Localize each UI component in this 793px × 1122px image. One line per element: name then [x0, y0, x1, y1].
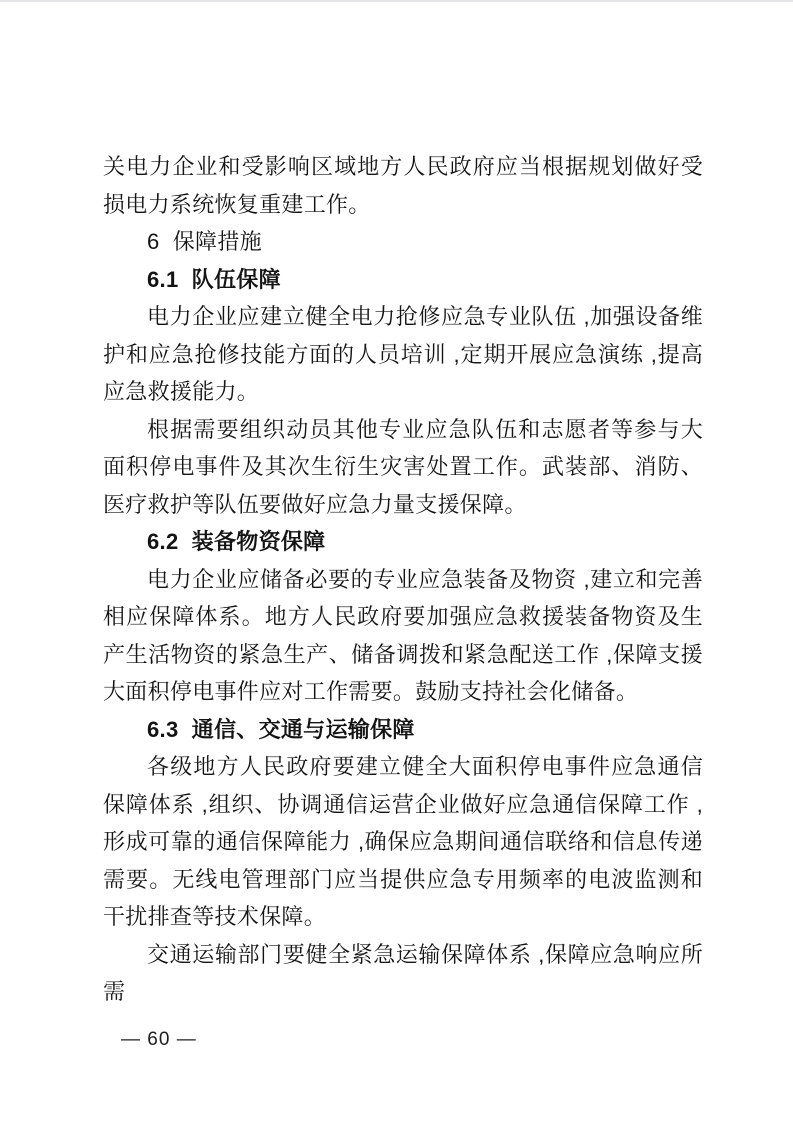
section-heading-6 [103, 223, 703, 261]
section-title: 队伍保障 [191, 266, 281, 292]
section-heading-6-3 [103, 711, 703, 749]
section-number: 6.1 [147, 266, 179, 292]
paragraph-equipment-supplies: 电力企业应储备必要的专业应急装备及物资 ,建立和完善相应保障体系。地方人民政府要加强应急救援装备物资及生产生活物资的紧急生产、储备调拨和紧急配送工作 ,保障支援大面积停电事件应对工作需要。鼓励支持社会化储备。 [103, 566, 703, 704]
paragraph-recovery-rebuild: 关电力企业和受影响区域地方人民政府应当根据规划做好受损电力系统恢复重建工作。 [103, 154, 703, 217]
paragraph-transport-guarantee: 交通运输部门要健全紧急运输保障体系 ,保障应急响应所需 [103, 941, 703, 1004]
section-heading-6-2 [103, 523, 703, 561]
section-title: 保障措施 [172, 229, 262, 254]
section-number: 6.2 [147, 529, 179, 554]
paragraph-volunteer-mobilization: 根据需要组织动员其他专业应急队伍和志愿者等参与大面积停电事件及其次生衍生灾害处置工作。武装部、消防、医疗救护等队伍要做好应急力量支援保障。 [103, 416, 703, 517]
section-number: 6.3 [147, 716, 179, 742]
page-number: — 60 — [121, 1029, 197, 1050]
section-number: 6 [147, 229, 160, 254]
section-title: 装备物资保障 [191, 529, 326, 554]
paragraph-team-building: 电力企业应建立健全电力抢修应急专业队伍 ,加强设备维护和应急抢修技能方面的人员培训 ,定期开展应急演练 ,提高应急救援能力。 [103, 304, 703, 404]
document-body [103, 148, 703, 1011]
paragraph-communication-guarantee: 各级地方人民政府要建立健全大面积停电事件应急通信保障体系 ,组织、协调通信运营企业做好应急通信保障工作 ,形成可靠的通信保障能力 ,确保应急期间通信联络和信息传递需要。无线电管理部门应当提供应急专用频率的电波监测和干扰排查等技术保障。 [103, 754, 703, 929]
section-title: 通信、交通与运输保障 [191, 716, 415, 742]
section-heading-6-1 [103, 261, 703, 299]
